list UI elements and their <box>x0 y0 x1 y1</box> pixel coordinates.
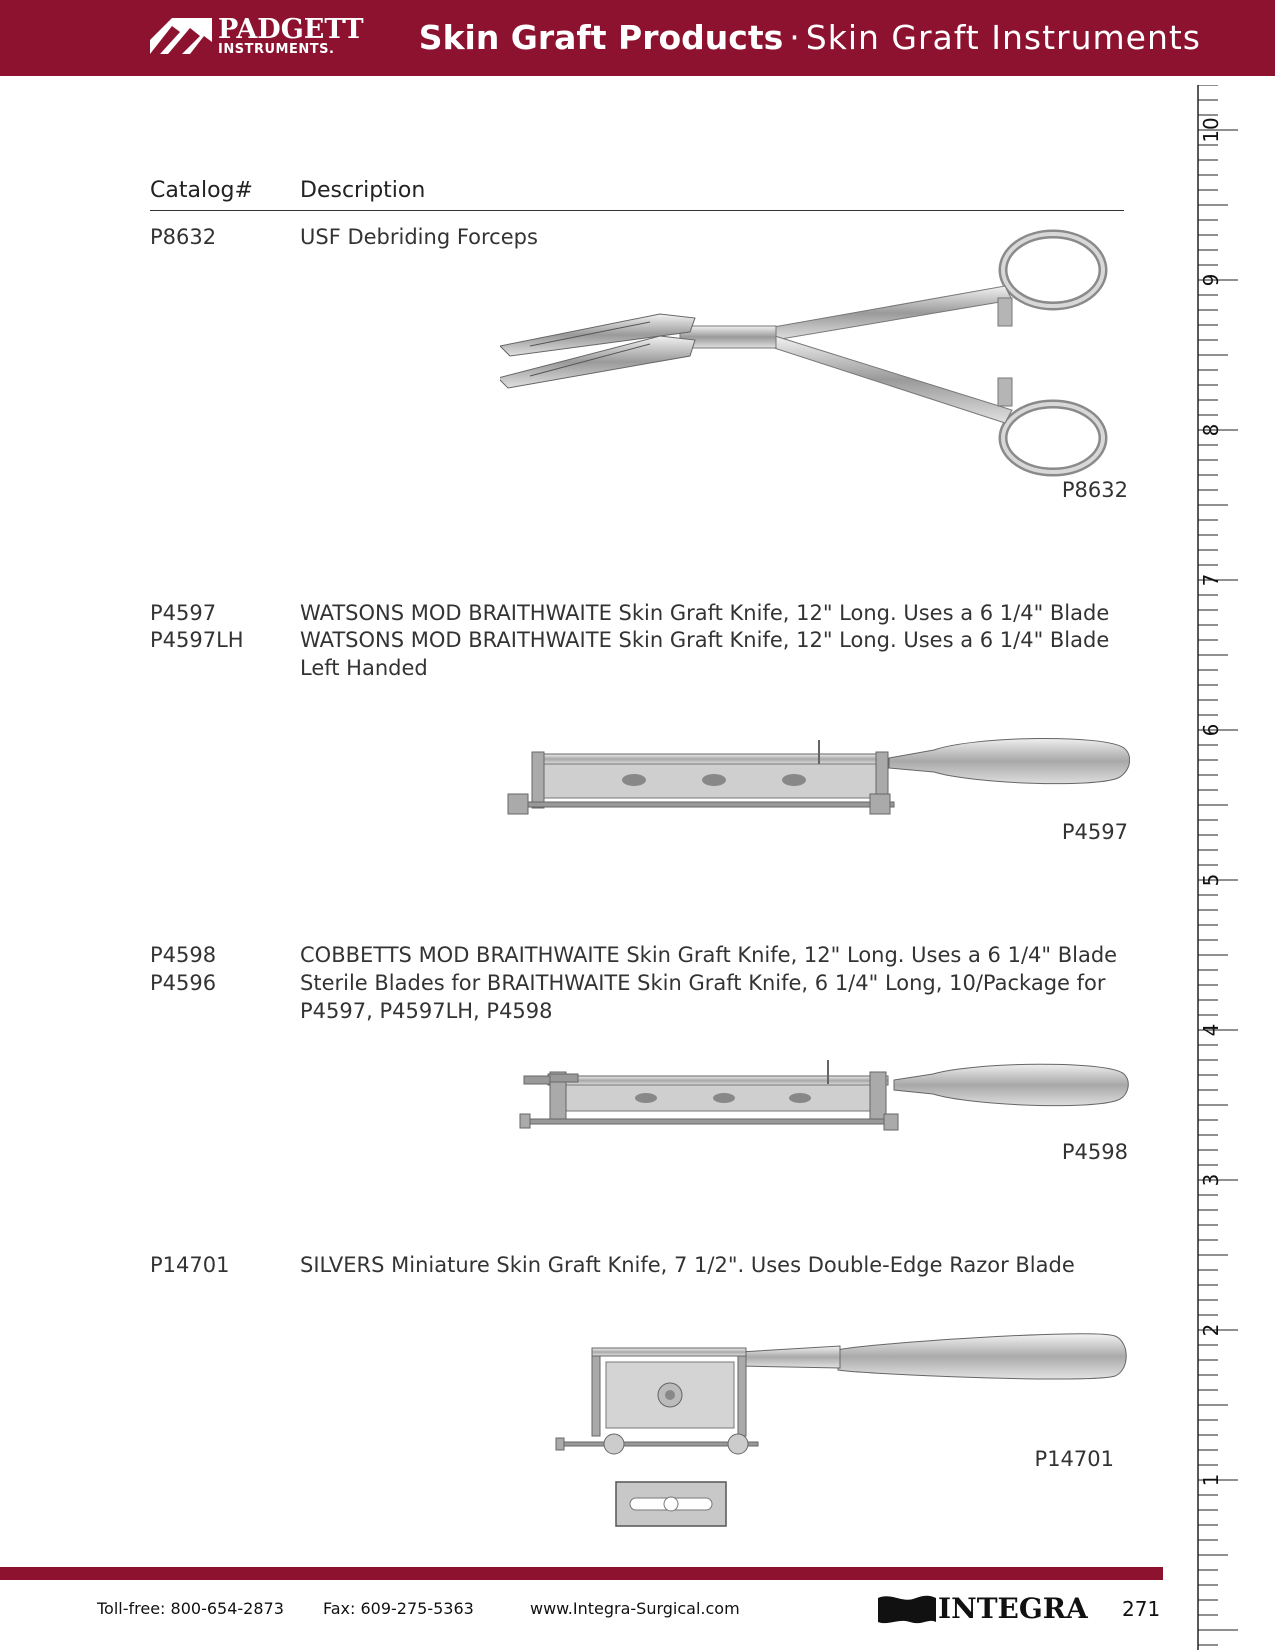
page-number: 271 <box>1122 1597 1161 1621</box>
catalog-number: P4598 <box>150 943 217 967</box>
product-description <box>300 627 1109 682</box>
image-caption: P14701 <box>1034 1447 1114 1471</box>
image-caption: P4598 <box>1061 1140 1128 1164</box>
catalog-number: P4596 <box>150 971 217 995</box>
description-line: Sterile Blades for BRAITHWAITE Skin Graft Knife, 6 1/4" Long, 10/Package for <box>300 971 1106 995</box>
website-link[interactable]: www.Integra-Surgical.com <box>530 1599 740 1618</box>
page-header <box>0 0 1275 76</box>
silvers-knife-image <box>530 1318 1130 1533</box>
description-line: WATSONS MOD BRAITHWAITE Skin Graft Knife, 12" Long. Uses a 6 1/4" Blade <box>300 628 1110 652</box>
description-line: COBBETTS MOD BRAITHWAITE Skin Graft Knife, 12" Long. Uses a 6 1/4" Blade <box>300 943 1118 967</box>
ruler-label: 1 <box>1199 1473 1223 1487</box>
column-header-catalog: Catalog# <box>150 178 253 203</box>
padgett-logo <box>150 16 380 60</box>
brand-name: PADGETT <box>218 14 364 45</box>
ruler-label: 10 <box>1199 117 1223 143</box>
inch-ruler <box>1196 85 1275 1650</box>
integra-wordmark: INTEGRA <box>938 1592 1088 1625</box>
description-line: WATSONS MOD BRAITHWAITE Skin Graft Knife, 12" Long. Uses a 6 1/4" Blade <box>300 601 1110 625</box>
ruler-label: 7 <box>1199 573 1223 587</box>
product-description <box>300 942 1117 970</box>
debriding-forceps-image <box>500 228 1130 483</box>
catalog-number: P8632 <box>150 225 217 249</box>
brand-sub: INSTRUMENTS. <box>218 42 335 57</box>
ruler-labels <box>1199 117 1223 1486</box>
title-sub: Skin Graft Instruments <box>805 18 1201 57</box>
padgett-logo-mark <box>150 18 212 54</box>
title-main: Skin Graft Products <box>418 18 784 57</box>
ruler-label: 2 <box>1199 1323 1223 1337</box>
integra-logo <box>876 1592 1086 1628</box>
ruler-label: 5 <box>1199 873 1223 887</box>
product-description <box>300 1252 1075 1280</box>
ruler-label: 3 <box>1199 1173 1223 1187</box>
image-caption: P8632 <box>1061 478 1128 502</box>
catalog-number: P4597 <box>150 601 217 625</box>
cobbetts-knife-image <box>518 1058 1130 1140</box>
description-line: Left Handed <box>300 655 428 680</box>
description-line: USF Debriding Forceps <box>300 225 538 249</box>
image-caption: P4597 <box>1061 820 1128 844</box>
product-description <box>300 600 1109 628</box>
footer-bar <box>0 1567 1163 1580</box>
ruler-ticks <box>1198 85 1238 1650</box>
title-separator: · <box>789 18 800 57</box>
watsons-knife-image <box>504 730 1130 825</box>
product-description <box>300 970 1106 1025</box>
description-line: P4597, P4597LH, P4598 <box>300 998 553 1023</box>
column-header-description: Description <box>300 178 426 203</box>
integra-flag-icon <box>876 1592 938 1628</box>
toll-free-number: Toll-free: 800-654-2873 <box>97 1599 284 1618</box>
description-line: SILVERS Miniature Skin Graft Knife, 7 1/2". Uses Double-Edge Razor Blade <box>300 1253 1075 1277</box>
catalog-number: P4597LH <box>150 628 244 652</box>
ruler-label: 9 <box>1199 273 1223 287</box>
header-rule <box>150 210 1124 211</box>
catalog-number: P14701 <box>150 1253 230 1277</box>
ruler-label: 6 <box>1199 723 1223 737</box>
ruler-label: 4 <box>1199 1023 1223 1037</box>
ruler-label: 8 <box>1199 423 1223 437</box>
page-title <box>419 16 1201 60</box>
fax-number: Fax: 609-275-5363 <box>323 1599 474 1618</box>
